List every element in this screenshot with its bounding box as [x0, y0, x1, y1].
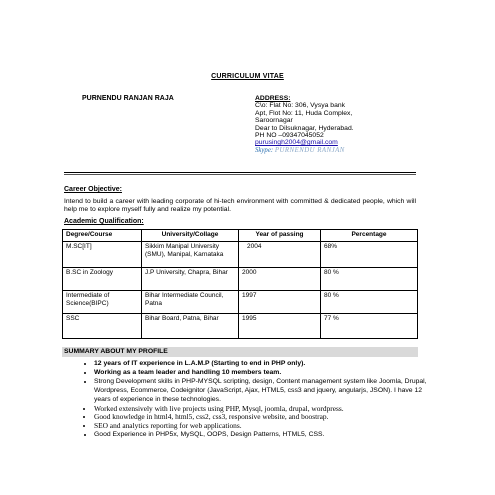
address-line: Saroornagar — [255, 117, 293, 125]
table-cell: 2004 — [239, 242, 321, 268]
address-block — [255, 95, 435, 154]
table-header-row — [63, 230, 418, 242]
table-cell: 1995 — [239, 314, 321, 339]
phone-number: PH NO –09347045052 — [255, 132, 324, 140]
skype-line — [255, 147, 435, 154]
table-cell: 77 % — [321, 314, 418, 339]
table-cell: 68% — [321, 242, 418, 268]
table-cell: B.SC in Zoology — [63, 268, 142, 291]
table-row — [63, 314, 418, 339]
table-header: Degree/Course — [63, 230, 142, 242]
academic-heading: Academic Qualification: — [64, 218, 144, 225]
table-cell: Bihar Intermediate Council, Patna — [142, 291, 239, 314]
table-cell: J.P University, Chapra, Bihar — [142, 268, 239, 291]
list-item: • Good knowledge in html4, html5, css2, css3, responsive website, and boostrap. — [94, 413, 428, 422]
table-row — [63, 291, 418, 314]
academic-table — [62, 229, 418, 339]
list-item: • Good Experience in PHP5x, MySQL, OOPS, Design Patterns, HTML5, CSS. — [94, 431, 428, 440]
table-cell: SSC — [63, 314, 142, 339]
document-title: CURRICULUM VITAE — [211, 73, 284, 80]
list-item: • 12 years of IT experience in L.A.M.P (Starting to end in PHP only). — [94, 360, 428, 369]
candidate-name: PURNENDU RANJAN RAJA — [82, 95, 174, 102]
skype-name: PURNENDU RANJAN — [274, 146, 345, 154]
address-line: C\o: Flat No: 306, Vysya bank — [255, 102, 346, 110]
email-link[interactable]: purusingh2004@gmail.com — [255, 139, 338, 147]
table-header: Year of passing — [239, 230, 321, 242]
table-cell: 80 % — [321, 268, 418, 291]
table-cell: Sikkim Manipal University (SMU), Manipal, Karnataka — [142, 242, 239, 268]
table-cell: 2000 — [239, 268, 321, 291]
address-line: Dear to Dilsuknagar, Hyderabad. — [255, 124, 354, 132]
table-cell: 1997 — [239, 291, 321, 314]
top-divider-thin — [64, 174, 416, 175]
address-label: ADDRESS: — [255, 95, 291, 102]
table-row — [63, 268, 418, 291]
summary-list — [84, 360, 428, 440]
table-cell: M.SC[IT] — [63, 242, 142, 268]
list-item: • Worked extensively with live projects using PHP, Mysql, joomla, drupal, wordpress. — [94, 405, 428, 414]
top-divider — [64, 172, 416, 173]
list-item: • Working as a team leader and handling 10 members team. — [94, 369, 428, 378]
table-row — [63, 242, 418, 268]
table-header: University/Collage — [142, 230, 239, 242]
address-line: Apt, Flot No: 11, Huda Complex, — [255, 109, 353, 117]
table-cell: Bihar Board, Patna, Bihar — [142, 314, 239, 339]
skype-label: Skype: — [255, 146, 274, 154]
list-item: • Strong Development skills in PHP-MYSQL scripting, design, Content management system like Joomla, Drupal, Wordpress, Ecommerce, Codeignitor (JavaScript, Ajax, HTML5, css3 and jquery, angularjs, JSON). I have 12 years of experience in these technologies. — [94, 378, 428, 405]
table-header: Percentage — [321, 230, 418, 242]
table-cell: 80 % — [321, 291, 418, 314]
list-item: • SEO and analytics reporting for web applications. — [94, 422, 428, 431]
table-cell: Intermediate of Science(BIPC) — [63, 291, 142, 314]
summary-heading: SUMMARY ABOUT MY PROFILE — [62, 347, 418, 357]
career-objective-heading: Career Objective: — [64, 186, 122, 193]
career-objective-text: Intend to build a career with leading corporate of hi-tech environment with committed & dedicated people, which will help me to explore myself fully and realize my potential. — [64, 198, 416, 213]
